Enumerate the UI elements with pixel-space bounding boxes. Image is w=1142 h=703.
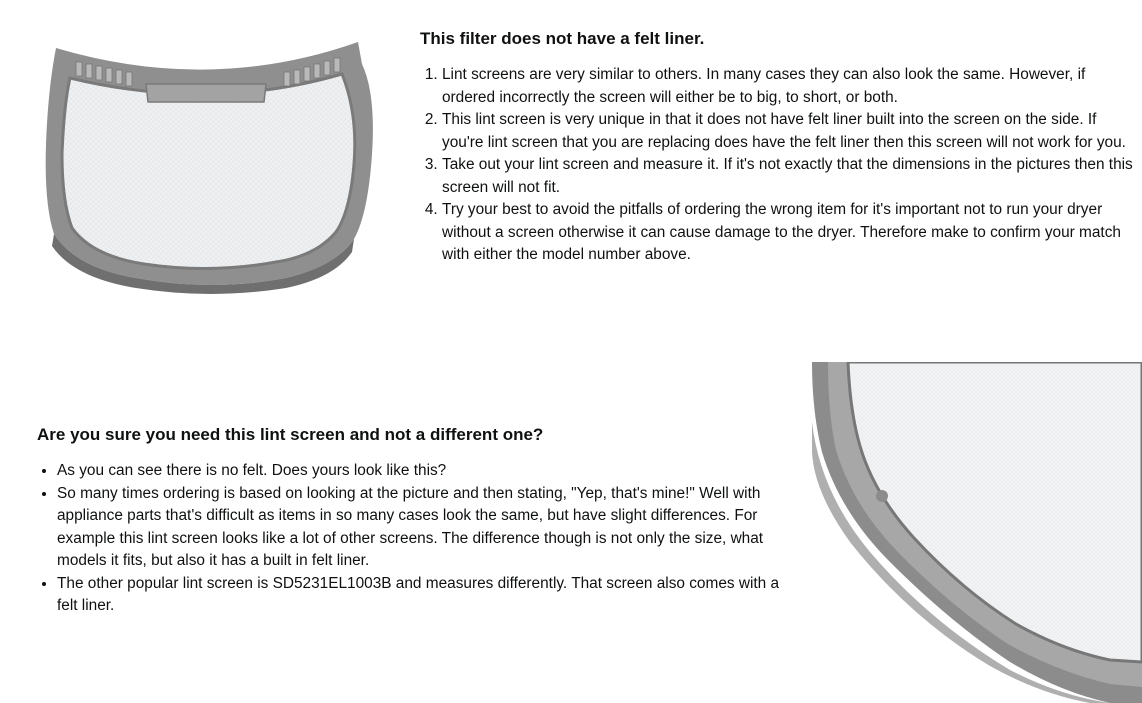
list-item: 3. Take out your lint screen and measure it. If it's not exactly that the dimensions in the pictures then this screen will not fit. — [442, 154, 1136, 199]
list-item: 1. Lint screens are very similar to others. In many cases they can also look the same. However, if ordered incorrectly the screen will either be to big, to short, or both. — [442, 64, 1136, 109]
bullet-list — [37, 460, 797, 618]
instruction-list — [420, 64, 1136, 267]
felt-liner-section — [420, 28, 1136, 267]
list-item: 2. This lint screen is very unique in that it does not have felt liner built into the screen on the side. If you're lint screen that you are replacing does have the felt liner then this screen will not work for you. — [442, 109, 1136, 154]
list-item: • The other popular lint screen is SD5231EL1003B and measures differently. That screen also comes with a felt liner. — [57, 573, 797, 618]
list-item: • So many times ordering is based on looking at the picture and then stating, "Yep, that's mine!" Well with appliance parts that's difficult as items in so many cases look the same, but have slight differences. For example this lint screen looks like a lot of other screens. The difference though is not only the size, what models it fits, but also it has a built in felt liner. — [57, 483, 797, 573]
list-item: 4. Try your best to avoid the pitfalls of ordering the wrong item for it's important not to run your dryer without a screen otherwise it can cause damage to the dryer. Therefore make to confirm your match with either the model number above. — [442, 199, 1136, 267]
list-item: • As you can see there is no felt. Does yours look like this? — [57, 460, 797, 483]
lint-screen-question-section — [37, 424, 797, 618]
lint-screen-closeup-image — [810, 362, 1142, 703]
section-heading: This filter does not have a felt liner. — [420, 29, 705, 48]
lint-screen-image — [36, 34, 384, 296]
section-heading: Are you sure you need this lint screen and not a different one? — [37, 425, 544, 444]
